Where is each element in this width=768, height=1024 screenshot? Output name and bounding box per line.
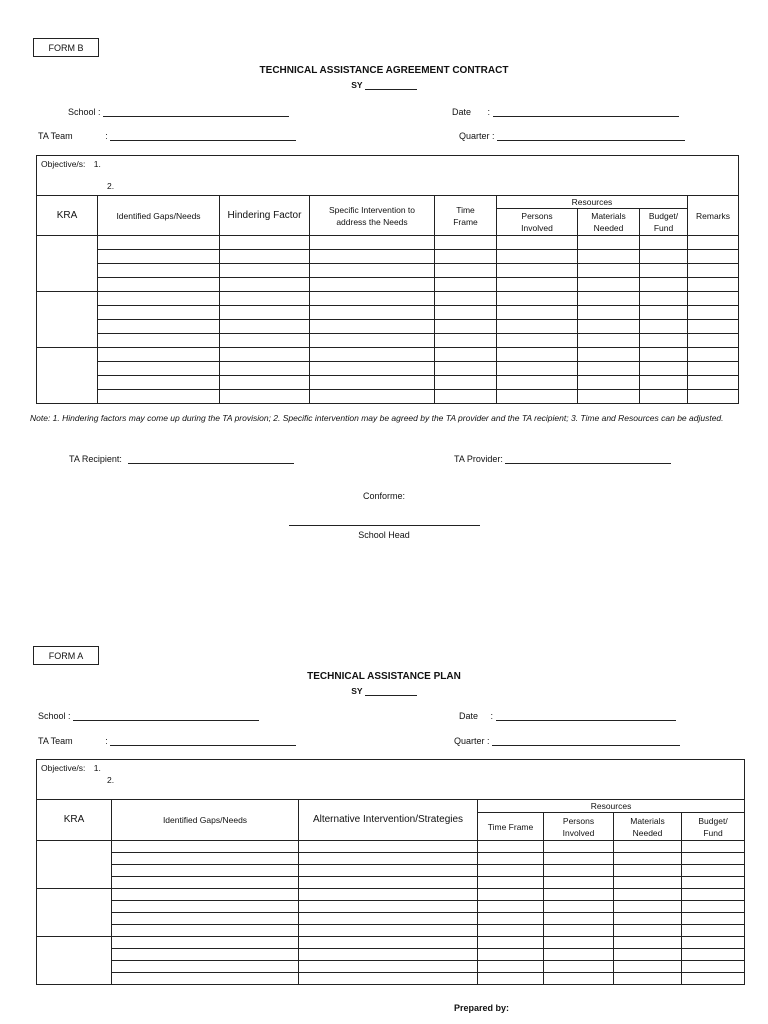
table-cell[interactable] <box>682 889 745 901</box>
table-row <box>37 865 745 877</box>
table-cell[interactable] <box>435 250 497 264</box>
table-cell[interactable] <box>220 390 310 404</box>
table-cell[interactable] <box>112 901 299 913</box>
kra-cell[interactable] <box>37 292 98 348</box>
header-hindering-factor: Hindering Factor <box>220 196 310 236</box>
table-cell[interactable] <box>478 853 544 865</box>
table-cell[interactable] <box>544 901 614 913</box>
table-cell[interactable] <box>578 320 640 334</box>
table-cell[interactable] <box>578 334 640 348</box>
table-cell[interactable] <box>640 250 688 264</box>
table-cell[interactable] <box>112 973 299 985</box>
table-row <box>37 949 745 961</box>
table-cell[interactable] <box>478 865 544 877</box>
table-row <box>37 278 739 292</box>
kra-cell[interactable] <box>37 236 98 292</box>
form-b-date-field[interactable] <box>452 106 679 117</box>
table-row <box>37 306 739 320</box>
form-a-sy <box>0 685 768 696</box>
table-cell[interactable] <box>299 961 478 973</box>
form-a-date-field[interactable] <box>459 710 676 721</box>
table-cell[interactable] <box>682 949 745 961</box>
objective-label: Objective/s: <box>41 159 86 169</box>
header-gaps: Identified Gaps/Needs <box>112 800 299 841</box>
table-cell[interactable] <box>98 306 220 320</box>
table-cell[interactable] <box>688 306 739 320</box>
table-cell[interactable] <box>435 348 497 362</box>
sy-field[interactable] <box>365 685 417 696</box>
table-cell[interactable] <box>682 853 745 865</box>
table-cell[interactable] <box>640 292 688 306</box>
table-cell[interactable] <box>497 362 578 376</box>
table-cell[interactable] <box>497 306 578 320</box>
table-row <box>37 320 739 334</box>
table-cell[interactable] <box>478 973 544 985</box>
table-cell[interactable] <box>112 889 299 901</box>
table-cell[interactable] <box>310 348 435 362</box>
table-cell[interactable] <box>98 334 220 348</box>
header-intervention: Specific Intervention to address the Needs <box>310 196 435 236</box>
date-label: Date <box>452 107 472 117</box>
table-cell[interactable] <box>435 320 497 334</box>
header-gaps: Identified Gaps/Needs <box>98 196 220 236</box>
form-a-body <box>37 841 745 985</box>
table-cell[interactable] <box>544 913 614 925</box>
form-b-label: FORM B <box>33 38 99 57</box>
table-cell[interactable] <box>98 250 220 264</box>
sy-label: SY <box>351 686 363 696</box>
table-cell[interactable] <box>112 841 299 853</box>
table-row <box>37 877 745 889</box>
date-colon: : <box>487 107 491 117</box>
table-cell[interactable] <box>435 292 497 306</box>
table-cell[interactable] <box>614 901 682 913</box>
table-cell[interactable] <box>220 292 310 306</box>
form-b-ta-team-field[interactable] <box>38 130 296 141</box>
school-line[interactable] <box>73 710 259 721</box>
table-cell[interactable] <box>682 913 745 925</box>
table-cell[interactable] <box>220 320 310 334</box>
ta-team-colon: : <box>105 736 108 746</box>
table-cell[interactable] <box>614 853 682 865</box>
objective-2-num: 2. <box>107 775 115 785</box>
table-cell[interactable] <box>614 949 682 961</box>
table-cell[interactable] <box>299 973 478 985</box>
table-cell[interactable] <box>640 236 688 250</box>
table-cell[interactable] <box>220 306 310 320</box>
table-cell[interactable] <box>310 236 435 250</box>
table-cell[interactable] <box>688 376 739 390</box>
form-b-quarter-field[interactable] <box>459 130 685 141</box>
ta-provider-line[interactable] <box>505 453 671 464</box>
table-cell[interactable] <box>478 937 544 949</box>
table-row <box>37 236 739 250</box>
table-cell[interactable] <box>497 236 578 250</box>
table-cell[interactable] <box>578 250 640 264</box>
objectives-cell[interactable] <box>37 156 739 196</box>
ta-recipient-label: TA Recipient: <box>69 454 122 464</box>
table-row <box>37 390 739 404</box>
table-cell[interactable] <box>614 865 682 877</box>
kra-cell[interactable] <box>37 889 112 937</box>
table-cell[interactable] <box>682 901 745 913</box>
table-cell[interactable] <box>435 390 497 404</box>
table-cell[interactable] <box>497 376 578 390</box>
form-a-title: TECHNICAL ASSISTANCE PLAN <box>307 671 461 682</box>
table-cell[interactable] <box>299 937 478 949</box>
table-cell[interactable] <box>578 278 640 292</box>
table-row <box>37 841 745 853</box>
table-cell[interactable] <box>614 889 682 901</box>
table-row <box>37 376 739 390</box>
ta-team-line[interactable] <box>110 130 296 141</box>
header-remarks: Remarks <box>688 196 739 236</box>
table-cell[interactable] <box>220 250 310 264</box>
table-cell[interactable] <box>578 264 640 278</box>
table-cell[interactable] <box>435 362 497 376</box>
table-cell[interactable] <box>299 877 478 889</box>
table-cell[interactable] <box>497 390 578 404</box>
prepared-by-label: Prepared by: <box>454 1003 510 1013</box>
objective-2-num: 2. <box>107 181 115 191</box>
quarter-label: Quarter : <box>459 131 495 141</box>
header-persons-involved: Persons Involved <box>497 209 578 236</box>
table-cell[interactable] <box>682 937 745 949</box>
table-cell[interactable] <box>578 292 640 306</box>
objective-label: Objective/s: <box>41 763 86 773</box>
table-cell[interactable] <box>112 949 299 961</box>
table-cell[interactable] <box>614 877 682 889</box>
table-cell[interactable] <box>112 961 299 973</box>
table-cell[interactable] <box>310 264 435 278</box>
ta-team-label: TA Team <box>38 736 73 746</box>
form-a-quarter-field[interactable] <box>454 735 680 746</box>
table-cell[interactable] <box>98 320 220 334</box>
table-cell[interactable] <box>640 306 688 320</box>
table-cell[interactable] <box>435 278 497 292</box>
table-cell[interactable] <box>614 973 682 985</box>
table-cell[interactable] <box>688 320 739 334</box>
table-cell[interactable] <box>688 278 739 292</box>
table-cell[interactable] <box>640 334 688 348</box>
table-cell[interactable] <box>98 278 220 292</box>
table-cell[interactable] <box>112 853 299 865</box>
header-time-frame: Time Frame <box>435 196 497 236</box>
ta-provider-label: TA Provider: <box>454 454 503 464</box>
form-b-title: TECHNICAL ASSISTANCE AGREEMENT CONTRACT <box>259 65 509 76</box>
table-cell[interactable] <box>310 390 435 404</box>
table-cell[interactable] <box>614 913 682 925</box>
objective-1-num: 1. <box>93 763 101 773</box>
table-cell[interactable] <box>220 348 310 362</box>
table-cell[interactable] <box>310 306 435 320</box>
table-cell[interactable] <box>299 865 478 877</box>
table-cell[interactable] <box>478 961 544 973</box>
table-cell[interactable] <box>640 362 688 376</box>
table-cell[interactable] <box>688 292 739 306</box>
header-alternative-intervention: Alternative Intervention/Strategies <box>299 800 478 841</box>
table-cell[interactable] <box>220 334 310 348</box>
table-cell[interactable] <box>435 334 497 348</box>
header-time-frame: Time Frame <box>478 813 544 841</box>
table-cell[interactable] <box>310 320 435 334</box>
table-cell[interactable] <box>299 901 478 913</box>
table-cell[interactable] <box>544 889 614 901</box>
table-cell[interactable] <box>688 390 739 404</box>
table-cell[interactable] <box>98 236 220 250</box>
school-head-label: School Head <box>358 530 410 540</box>
table-cell[interactable] <box>310 278 435 292</box>
table-row <box>37 913 745 925</box>
quarter-line[interactable] <box>497 130 685 141</box>
header-kra: KRA <box>37 196 98 236</box>
table-cell[interactable] <box>98 292 220 306</box>
table-cell[interactable] <box>688 362 739 376</box>
table-cell[interactable] <box>497 320 578 334</box>
table-row <box>37 901 745 913</box>
conforme-label: Conforme: <box>362 491 406 501</box>
table-cell[interactable] <box>497 278 578 292</box>
table-cell[interactable] <box>435 236 497 250</box>
table-row <box>37 334 739 348</box>
table-cell[interactable] <box>688 334 739 348</box>
table-cell[interactable] <box>478 841 544 853</box>
table-cell[interactable] <box>497 334 578 348</box>
table-cell[interactable] <box>299 841 478 853</box>
form-a-school-field[interactable] <box>38 710 259 721</box>
table-cell[interactable] <box>478 901 544 913</box>
quarter-line[interactable] <box>492 735 680 746</box>
table-row <box>37 292 739 306</box>
table-cell[interactable] <box>682 865 745 877</box>
table-cell[interactable] <box>688 348 739 362</box>
sy-label: SY <box>351 80 363 90</box>
table-cell[interactable] <box>310 292 435 306</box>
form-a-ta-team-field[interactable] <box>38 735 296 746</box>
table-cell[interactable] <box>578 376 640 390</box>
table-cell[interactable] <box>544 949 614 961</box>
table-cell[interactable] <box>682 925 745 937</box>
table-cell[interactable] <box>614 841 682 853</box>
table-cell[interactable] <box>682 973 745 985</box>
table-cell[interactable] <box>220 236 310 250</box>
date-label: Date <box>459 711 479 721</box>
header-resources: Resources <box>478 800 745 813</box>
table-cell[interactable] <box>98 264 220 278</box>
table-cell[interactable] <box>640 278 688 292</box>
ta-team-label: TA Team <box>38 131 73 141</box>
kra-cell[interactable] <box>37 841 112 889</box>
form-b-table <box>36 155 739 404</box>
table-cell[interactable] <box>299 913 478 925</box>
table-cell[interactable] <box>497 250 578 264</box>
table-cell[interactable] <box>614 925 682 937</box>
table-cell[interactable] <box>578 348 640 362</box>
table-cell[interactable] <box>688 264 739 278</box>
table-cell[interactable] <box>544 841 614 853</box>
table-cell[interactable] <box>478 949 544 961</box>
table-cell[interactable] <box>299 949 478 961</box>
ta-team-colon: : <box>105 131 108 141</box>
table-cell[interactable] <box>112 925 299 937</box>
table-cell[interactable] <box>688 236 739 250</box>
table-row <box>37 961 745 973</box>
header-budget-fund: Budget/ Fund <box>682 813 745 841</box>
table-cell[interactable] <box>299 925 478 937</box>
table-cell[interactable] <box>544 853 614 865</box>
school-label: School : <box>38 711 71 721</box>
table-cell[interactable] <box>220 376 310 390</box>
table-cell[interactable] <box>112 877 299 889</box>
header-budget-fund: Budget/ Fund <box>640 209 688 236</box>
table-cell[interactable] <box>578 362 640 376</box>
table-row <box>37 362 739 376</box>
table-cell[interactable] <box>640 390 688 404</box>
table-cell[interactable] <box>112 913 299 925</box>
table-cell[interactable] <box>299 853 478 865</box>
table-cell[interactable] <box>220 362 310 376</box>
table-cell[interactable] <box>544 973 614 985</box>
table-cell[interactable] <box>98 376 220 390</box>
kra-cell[interactable] <box>37 937 112 985</box>
objectives-cell[interactable] <box>37 760 745 800</box>
table-cell[interactable] <box>478 877 544 889</box>
table-cell[interactable] <box>640 376 688 390</box>
table-row <box>37 937 745 949</box>
table-cell[interactable] <box>614 937 682 949</box>
table-cell[interactable] <box>112 937 299 949</box>
table-cell[interactable] <box>310 334 435 348</box>
school-label: School : <box>68 107 101 117</box>
table-cell[interactable] <box>112 865 299 877</box>
date-line[interactable] <box>496 710 676 721</box>
table-row <box>37 889 745 901</box>
form-b-note: Note: 1. Hindering factors may come up during the TA provision; 2. Specific intervention may be agreed by the TA provider and the TA recipient; 3. Time and Resources can be adjusted. <box>30 413 724 423</box>
table-cell[interactable] <box>497 292 578 306</box>
date-colon: : <box>490 711 494 721</box>
objective-1-num: 1. <box>93 159 101 169</box>
header-materials-needed: Materials Needed <box>614 813 682 841</box>
header-persons-involved: Persons Involved <box>544 813 614 841</box>
table-cell[interactable] <box>578 306 640 320</box>
table-cell[interactable] <box>640 264 688 278</box>
table-cell[interactable] <box>435 264 497 278</box>
header-materials-needed: Materials Needed <box>578 209 640 236</box>
table-cell[interactable] <box>614 961 682 973</box>
table-cell[interactable] <box>299 889 478 901</box>
table-cell[interactable] <box>435 376 497 390</box>
table-cell[interactable] <box>478 913 544 925</box>
table-cell[interactable] <box>682 961 745 973</box>
table-cell[interactable] <box>497 264 578 278</box>
table-cell[interactable] <box>682 841 745 853</box>
table-row <box>37 348 739 362</box>
table-cell[interactable] <box>688 250 739 264</box>
table-cell[interactable] <box>478 925 544 937</box>
table-row <box>37 973 745 985</box>
table-cell[interactable] <box>310 362 435 376</box>
table-cell[interactable] <box>544 865 614 877</box>
table-cell[interactable] <box>98 390 220 404</box>
header-resources: Resources <box>497 196 688 209</box>
kra-cell[interactable] <box>37 348 98 404</box>
table-row <box>37 264 739 278</box>
table-cell[interactable] <box>220 264 310 278</box>
table-cell[interactable] <box>578 390 640 404</box>
table-cell[interactable] <box>544 925 614 937</box>
table-cell[interactable] <box>578 236 640 250</box>
form-a-table <box>36 759 745 985</box>
school-head-signature-line[interactable] <box>289 525 480 526</box>
ta-provider-field[interactable] <box>454 453 671 464</box>
table-cell[interactable] <box>640 320 688 334</box>
form-b-school-field[interactable] <box>68 106 289 117</box>
table-cell[interactable] <box>310 376 435 390</box>
form-b-sy <box>0 79 768 90</box>
table-cell[interactable] <box>478 889 544 901</box>
table-row <box>37 925 745 937</box>
table-cell[interactable] <box>98 348 220 362</box>
form-a-label: FORM A <box>33 646 99 665</box>
table-cell[interactable] <box>544 961 614 973</box>
date-line[interactable] <box>493 106 679 117</box>
table-cell[interactable] <box>544 937 614 949</box>
table-cell[interactable] <box>435 306 497 320</box>
form-b-body <box>37 236 739 404</box>
header-kra: KRA <box>37 800 112 841</box>
table-row <box>37 250 739 264</box>
table-cell[interactable] <box>220 278 310 292</box>
ta-recipient-line[interactable] <box>128 453 294 464</box>
table-cell[interactable] <box>497 348 578 362</box>
table-row <box>37 853 745 865</box>
table-cell[interactable] <box>310 250 435 264</box>
sy-field[interactable] <box>365 79 417 90</box>
table-cell[interactable] <box>682 877 745 889</box>
school-line[interactable] <box>103 106 289 117</box>
ta-recipient-field[interactable] <box>69 453 294 464</box>
table-cell[interactable] <box>98 362 220 376</box>
quarter-label: Quarter : <box>454 736 490 746</box>
table-cell[interactable] <box>544 877 614 889</box>
ta-team-line[interactable] <box>110 735 296 746</box>
table-cell[interactable] <box>640 348 688 362</box>
